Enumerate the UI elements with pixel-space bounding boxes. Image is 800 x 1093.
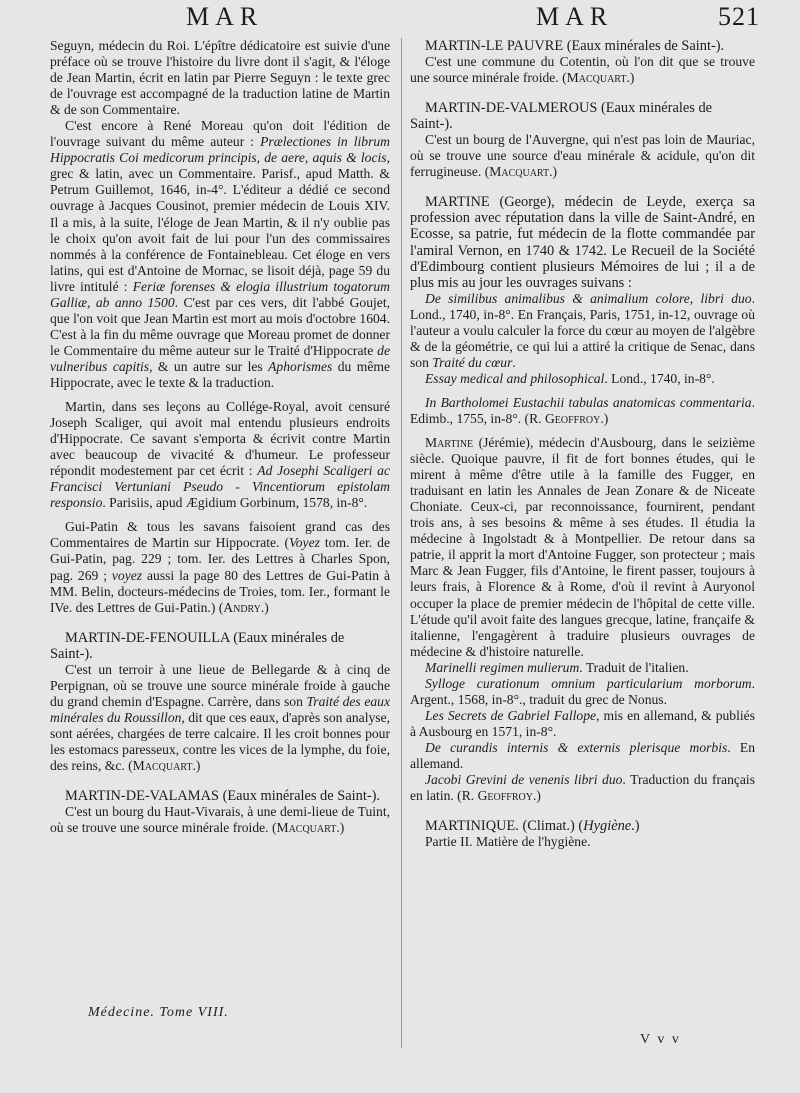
text-span: , grec & latin, avec un Commentaire. Parisf., apud Matth. & Petrum Guillemot, 1646, in-4°. L'éditeur a dédié ce second ouvrage à Jacques Cousinot, premier médecin de Louis XIV. Il a mis, à la suite, l'éloge de Jean Martin, & il n'y oublie pas le choix qu'on avoit fait de lui pour l'un des commissaires nommés à la conférence de Fontainebleau. Cet éloge en vers latins, qui est d'Antoine de Mornac, se lisoit déjà, page 59 du livre intitulé : (50, 150, 390, 294)
text-span: . (512, 354, 516, 370)
work-entry (410, 395, 755, 427)
text-span: Essay medical and philosophical (425, 370, 605, 386)
paragraph: Partie II. Matière de l'hygiène. (425, 834, 591, 850)
author-signature: Andry (223, 599, 261, 615)
text-span: C'est une commune du Cotentin, où l'on dit que se trouve une source minérale froide. ( (410, 54, 755, 86)
text-span: . En allemand. (410, 739, 755, 771)
work-entry (410, 371, 755, 387)
text-span: .) (626, 70, 635, 86)
paragraph (50, 804, 390, 836)
text-span: aussi la page 80 des Lettres de Gui-Patin à MM. Belin, docteurs-médecins de Troies, tom. Ier., formant le IVe. des Lettres de Gui-Patin.) ( (50, 567, 390, 615)
paragraph-spacer (50, 511, 390, 519)
paragraph (50, 519, 390, 615)
entry-heading (410, 818, 755, 834)
text-span: . Traduit de l'italien. (579, 659, 689, 675)
text-span: Sylloge curationum omnium particularium morborum (425, 675, 752, 691)
text-span: , dit que ces eaux, d'après son analyse, sont aérées, chargées de terre calcaire. Il les croit bonnes pour les estomacs paresseux, contre les vices de la lymphe, du foie, des reins, &c. ( (50, 709, 390, 774)
text-span: voyez (111, 567, 143, 583)
text-span: tom. Ier. de Gui-Patin, pag. 229 ; tom. Ier. des Lettres à Charles Spon, pag. 269 ; (50, 535, 390, 583)
entry-heading: MARTIN-DE-FENOUILLA (Eaux minérales de Saint-). (50, 629, 345, 662)
header-right: MAR (536, 2, 614, 31)
footer-signature-mark: V v v (640, 1032, 681, 1047)
text-span: . Lond., 1740, in-8°. (604, 370, 715, 386)
text-span: .) (631, 818, 640, 835)
text-span: In Bartholomei Eustachii tabulas anatomicas commentaria (425, 394, 752, 410)
text-span: . Parisiis, apud Ægidium Gorbinum, 1578, in-8°. (102, 495, 368, 511)
text-span: .) (336, 820, 345, 836)
text-span: Jacobi Grevini de venenis libri duo (425, 772, 623, 788)
text-span: de vulneribus capitis (50, 342, 390, 374)
author-signature: Geoffroy (544, 410, 601, 426)
work-entry (410, 740, 755, 772)
text-span: , mis en allemand, & publiés à Ausbourg en 1571, in-8°. (410, 707, 755, 739)
footer-volume: Médecine. Tome VIII. (88, 1005, 229, 1020)
right-column (410, 38, 755, 850)
entry-heading: MARTINE (George), médecin de Leyde, exerça sa profession avec réputation dans la ville de Saint-André, en Ecosse, sa patrie, fut médecin de la flotte commandée par l'amiral Vernon, en 1740 & 1742. Le Recueil de la Société d'Edimbourg contient plusieurs Mémoires de lui ; il a de plus mis au jour les ouvrages suivans : (410, 194, 755, 291)
text-span: Hygiène (583, 818, 632, 835)
paragraph (410, 132, 755, 180)
work-entry (410, 660, 755, 676)
text-span: C'est encore à René Moreau qu'on doit l'édition de l'ouvrage suivant du même auteur : (50, 118, 390, 150)
text-span: . Argent., 1568, in-8°., traduit du grec de Nonus. (410, 675, 755, 707)
work-entry (410, 676, 755, 708)
text-span: Traité du cœur (432, 354, 513, 370)
text-span: (Jérémie), médecin d'Ausbourg, dans le seizième siècle. Quoique pauvre, il fit de fort bonnes études, qui le mirent à même d'être utile à la famille des Fugger, en traduisant en latin les Annales de Jean Zonare & de Niceate Choniate. Ceux-ci, par reconnoissance, fournirent, pendant trois ans, à ses besoins & même à ses études. Il étudia la médecine à Ingolstadt & à Montpellier. De retour dans sa patrie, il apprit la mort d'Antoine Fugger, son protecteur ; mais Marc & Jean Fugger, fils d'Antoine, le firent passer, toujours à leurs frais, à Florence & à Rome, d'où il revint à Auryonol occuper la place de premier médecin de l'hôpital de cette ville. L'étude qu'il avoit faite des langues grecque, latine, françaife & italienne, l'engagèrent à traduire plusieurs ouvrages de médecine & d'histoire naturelle. (410, 435, 755, 659)
author-signature: Macquart (132, 758, 193, 774)
text-span: Voyez (288, 535, 320, 551)
text-span: . Edimb., 1755, in-8°. (R. (410, 394, 755, 426)
running-header (0, 2, 800, 32)
text-span: Feriæ forenses & elogia illustrium togatorum Galliæ, ab anno 1500 (50, 278, 390, 310)
paragraph (50, 118, 390, 391)
work-entry (410, 772, 755, 804)
paragraph (50, 38, 390, 118)
text-span: .) (260, 599, 269, 615)
text-span: Gui-Patin & tous les savans faisoient grand cas des Commentaires de Martin sur Hippocrate. ( (50, 519, 390, 551)
entry-heading: MARTIN-LE PAUVRE (Eaux minérales de Saint-). (425, 38, 725, 54)
text-span: .) (192, 758, 201, 774)
paragraph (50, 662, 390, 774)
text-span: MARTINIQUE. (Climat.) ( (425, 818, 584, 835)
text-span: C'est un bourg de l'Auvergne, qui n'est pas loin de Mauriac, où se trouve une source d'eau minérale & acidule, qu'on dit ferrugineuse. ( (410, 132, 755, 180)
text-span: C'est un terroir à une lieue de Bellegarde & à cinq de Perpignan, où se trouve une source minérale froide à gauche du grand chemin d'Espagne. Carrère, dans son (50, 661, 390, 709)
text-span: Les Secrets de Gabriel Fallope (425, 707, 597, 723)
header-left: MAR (186, 2, 264, 31)
entry-paragraph (410, 435, 755, 660)
text-span: Ad Josephi Scaligeri ac Francisci Vertuniani Pseudo - Vincentiorum epistolam responsio (50, 463, 390, 511)
text-span: . C'est par ces vers, dit l'abbé Goujet, que l'on voit que Jean Martin est mort au mois d'octobre 1604. C'est à la fin du même ouvrage que Moreau promet de donner le Commentaire du même auteur sur le Traité d'Hippocrate (50, 294, 390, 358)
text-span: .) (532, 788, 541, 804)
left-column (50, 38, 390, 836)
text-span: C'est un bourg du Haut-Vivarais, à une demi-lieue de Tuint, où se trouve une source minérale froide. ( (50, 804, 390, 836)
text-span: Martin, dans ses leçons au Collége-Royal, avoit censuré Joseph Scaliger, qui avoit mal entendu plusieurs endroits d'Hippocrate. Ce savant s'emporta & écrivit contre Martin avec beaucoup de vivacité & d'humeur. Le professeur répondit modestement par cet écrit : (50, 399, 390, 479)
text-span: , & un autre sur les (149, 358, 269, 374)
paragraph (410, 54, 755, 86)
work-entry (410, 291, 755, 371)
author-signature: Macquart (489, 164, 550, 180)
text-span: Traité des eaux minérales du Roussillon (50, 693, 390, 725)
text-span: De similibus animalibus & animalium colore, libri duo (425, 290, 752, 306)
entry-name: Martine (425, 435, 474, 451)
paragraph-spacer (410, 387, 755, 395)
text-span: .) (600, 410, 609, 426)
page-number: 521 (718, 2, 760, 31)
column-divider (401, 38, 402, 1048)
entry-heading: MARTIN-DE-VALAMAS (Eaux minérales de Saint-). (65, 788, 381, 805)
text-span: Prælectiones in librum Hippocratis Coi medicorum principis, de aere, aquis & locis (50, 134, 391, 166)
author-signature: Macquart (276, 820, 337, 836)
paragraph-spacer (50, 391, 390, 399)
text-span: Marinelli regimen mulierum (425, 659, 580, 675)
text-span: Seguyn, médecin du Roi. L'épître dédicatoire est suivie d'une préface où se trouve l'histoire du livre dont il s'agit, & l'éloge de Jean Martin, écrit en latin par Pierre Seguyn : le texte grec de l'ouvrage est accompagné de la traduction latine de Martin & de son Commentaire. (50, 38, 390, 118)
author-signature: Geoffroy (477, 788, 533, 804)
text-span: . Traduction du français en latin. (R. (410, 772, 755, 804)
paragraph (50, 399, 390, 511)
author-signature: Macquart (566, 70, 627, 86)
entry-heading: MARTIN-DE-VALMEROUS (Eaux minérales de Saint-). (410, 100, 713, 133)
work-entry (410, 708, 755, 740)
text-span: De curandis internis & externis plerisque morbis (425, 739, 728, 755)
text-span: du même Hippocrate, avec le texte & la traduction. (50, 358, 390, 390)
text-span: . Lond., 1740, in-8°. En Français, Paris, 1751, in-12, ouvrage où l'auteur a voulu calculer la force du cœur au moyen de l'algèbre & de la géométrie, ce qui lui a attiré la critique de Senac, dans son (410, 290, 755, 370)
text-span: .) (549, 164, 558, 180)
paragraph-spacer (410, 427, 755, 435)
text-span: Aphorismes (268, 358, 333, 374)
